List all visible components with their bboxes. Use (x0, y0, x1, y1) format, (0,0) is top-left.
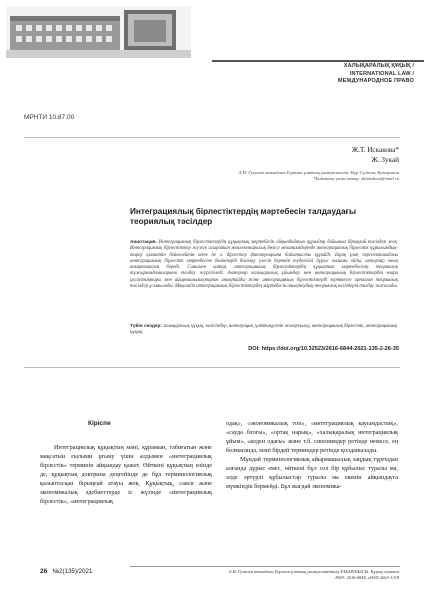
keywords (130, 324, 398, 337)
page-number: 26 (40, 568, 48, 575)
author-1: Ж.Т. Искакова* (351, 146, 399, 154)
footer-left (40, 568, 92, 575)
article-title: Интеграциялық бірлестіктердің мәртебесін талдаудағы теориялық тәсілдер (130, 207, 356, 227)
top-rule (24, 137, 400, 138)
contact-line: *Байланыс үшін автор: zhiskakova@mail.ru (313, 176, 399, 182)
journal-name: Л.Н. Гумилев атындағы Еуразия ұлттық университетінің ХАБАРШЫСЫ. Құқық сериясы (228, 569, 399, 574)
body-column-right (226, 420, 398, 492)
abstract-text: Интеграциялық бірлестіктердің құқықтық мәртебесін айқындайтын құралдар бойынша бірыңғай тәсілдер жоқ. Интеграциялық бірлестіктер жүзеге асыратын мемлекетаралық бөлісу механизмдерінде интеграциялық бірлестік құрылымдық-тарау қызметін бейнелейтін кете пе ә. бірлестер факторларына байланысты құрайді. Бірақ ұзақ перспективадағы интеграциялық бірлестік мәртебесіне бөліктерді бағалау үлесін беретін түбегейлі дұрыс ғылыми ойды, авторлар оның анықтамасын береді. Сонымен қатар, интеграциялық бірлестіктердің құқықтық мәртебесінің теориялық тұжырымдамаларына талдау жүргізіледі. Авторлар халықаралық ұйымдар мен интеграциялық бірлестіктердің өзара ұқсастықтары мен айырмашылықтарын анықтайды және интеграциялық бірлестіктерді зерттеуге арналған теориялық тәсілдер ұсынылады. Мақалада интеграциялық бірлестіктердің мәртебесін анықтаудың теориялық негіздерін талдау жасалады. (130, 240, 399, 290)
section-title (338, 63, 414, 86)
mrnti-code: МРНТИ 10.87.00 (24, 114, 75, 121)
abstract (130, 240, 398, 290)
issue-number: №2(135)/2021 (52, 568, 93, 575)
issn: ISSN: 2616-6844, eISSN:2663-1318 (335, 575, 399, 580)
affiliation-line: Л.Н. Гумилев атындағы Еуразия ұлттық университеті, Нұр-Сұлтан, Қазақстан (238, 170, 399, 175)
body-paragraph: Интеграциялық құқықтың мәні, құрамын, табиғатын және мақсатын ғылыми ұғыну үшін алдымен «интеграциялық бірлестік» терминін айқындау қажет. Өйткені құқықтың өзінде де, құқықтық доктрина деңгейінде де бұл терминологиялық қалыптасқан бірыңғай атауы жоқ. Құқықтық, саяси және экономикалық әдебиеттерде іс жүзінде «интеграциялық бірлестік», «интеграциялық (40, 445, 212, 505)
intro-heading: Кіріспе (88, 420, 111, 427)
university-building-icon (6, 6, 191, 58)
abstract-label: Аннотация. (130, 240, 157, 245)
header-rule (212, 60, 424, 62)
author-2: Ж. Зукай (371, 156, 399, 164)
doi-link[interactable]: DOI: https://doi.org/10.32523/2616-6844-2021-135-2-26-35 (248, 346, 399, 352)
section-title-en: INTERNATIONAL LAW / (349, 70, 414, 77)
affiliation (238, 170, 399, 183)
section-title-kz: ХАЛЫҚАРАЛЫҚ ҚҰҚЫҚ / (343, 63, 414, 69)
footer-rule (130, 566, 400, 567)
footer-right (228, 569, 399, 581)
authors (352, 145, 399, 165)
section-title-ru: МЕЖДУНАРОДНОЕ ПРАВО (337, 78, 414, 84)
section-divider (24, 367, 400, 368)
body-column-left (40, 444, 212, 507)
keywords-text: халықаралық құқық, келісімдер, интеграция, ұлттықүстін жоғарғылау, интеграциялық бірлестік, интеграциялық құқық. (130, 324, 398, 336)
body-paragraph: одақ», «экономикалық топ», «интеграциялық қауымдастық», «сауда блоғы», «ортақ нарық», «халықаралық интеграциялық ұйым», «кеден одағы» және т.б. синонимдер ретінде немесе, ең болмағанда, мәні бірдей терминдер ретінде қолданылады. (226, 421, 398, 454)
keywords-label: Түйін сөздер: (130, 324, 163, 329)
body-paragraph: Мұндай терминологиялық айырмашылық заңдық тұрғыдан алғанда дұрыс емес, өйткені бұл сол бір құбылыс туралы ма, әлде әртүрлі құбылыстар туралы ма екенін айқындауға мүмкіндік бермейді. Бұл жағдай экономика- (226, 456, 398, 490)
